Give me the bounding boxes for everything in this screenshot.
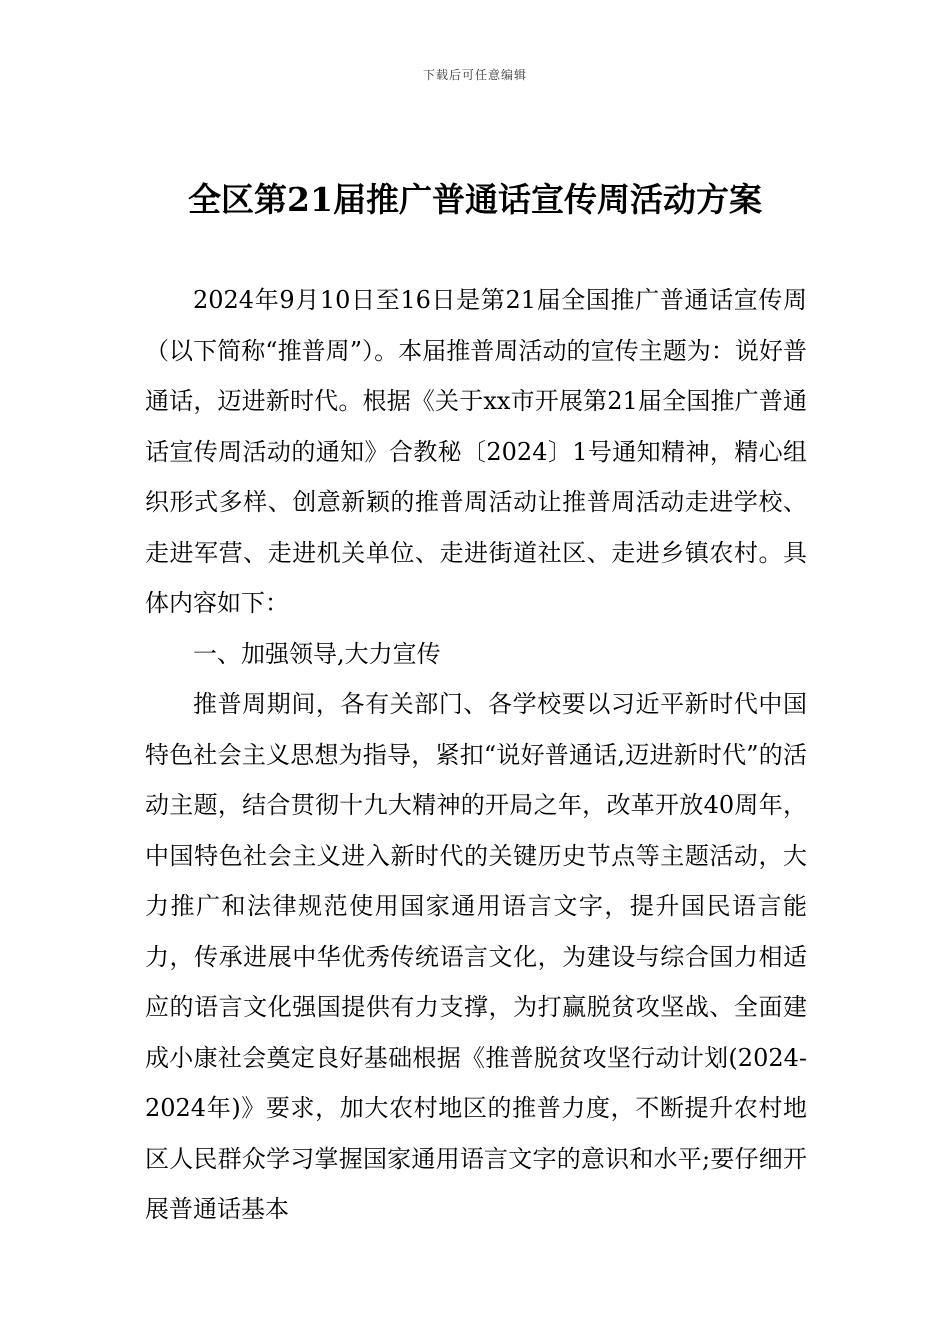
section-heading-1: 一、加强领导,大力宣传: [193, 639, 441, 668]
document-body: [145, 275, 807, 1235]
document-title: 全区第21届推广普通话宣传周活动方案: [188, 180, 762, 219]
paragraph-intro: 2024年9月10日至16日是第21届全国推广普通话宣传周（以下简称“推普周”）。本届推普周活动的宣传主题为：说好普通话，迈进新时代。根据《关于xx市开展第21届全国推广普通话宣传周活动的通知》合教秘〔2024〕1号通知精神，精心组织形式多样、创意新颖的推普周活动让推普周活动走进学校、走进军营、走进机关单位、走进街道社区、走进乡镇农村。具体内容如下：: [145, 286, 807, 617]
paragraph-section-1: 推普周期间，各有关部门、各学校要以习近平新时代中国特色社会主义思想为指导，紧扣“说好普通话,迈进新时代”的活动主题，结合贯彻十九大精神的开局之年，改革开放40周年，中国特色社会主义进入新时代的关键历史节点等主题活动，大力推广和法律规范使用国家通用语言文字，提升国民语言能力，传承进展中华优秀传统语言文化，为建设与综合国力相适应的语言文化强国提供有力支撑，为打赢脱贫攻坚战、全面建成小康社会奠定良好基础根据《推普脱贫攻坚行动计划(2024-2024年)》要求，加大农村地区的推普力度，不断提升农村地区人民群众学习掌握国家通用语言文字的意识和水平;要仔细开展普通话基本: [145, 690, 807, 1223]
page-header-note: 下载后可任意编辑: [422, 68, 527, 82]
